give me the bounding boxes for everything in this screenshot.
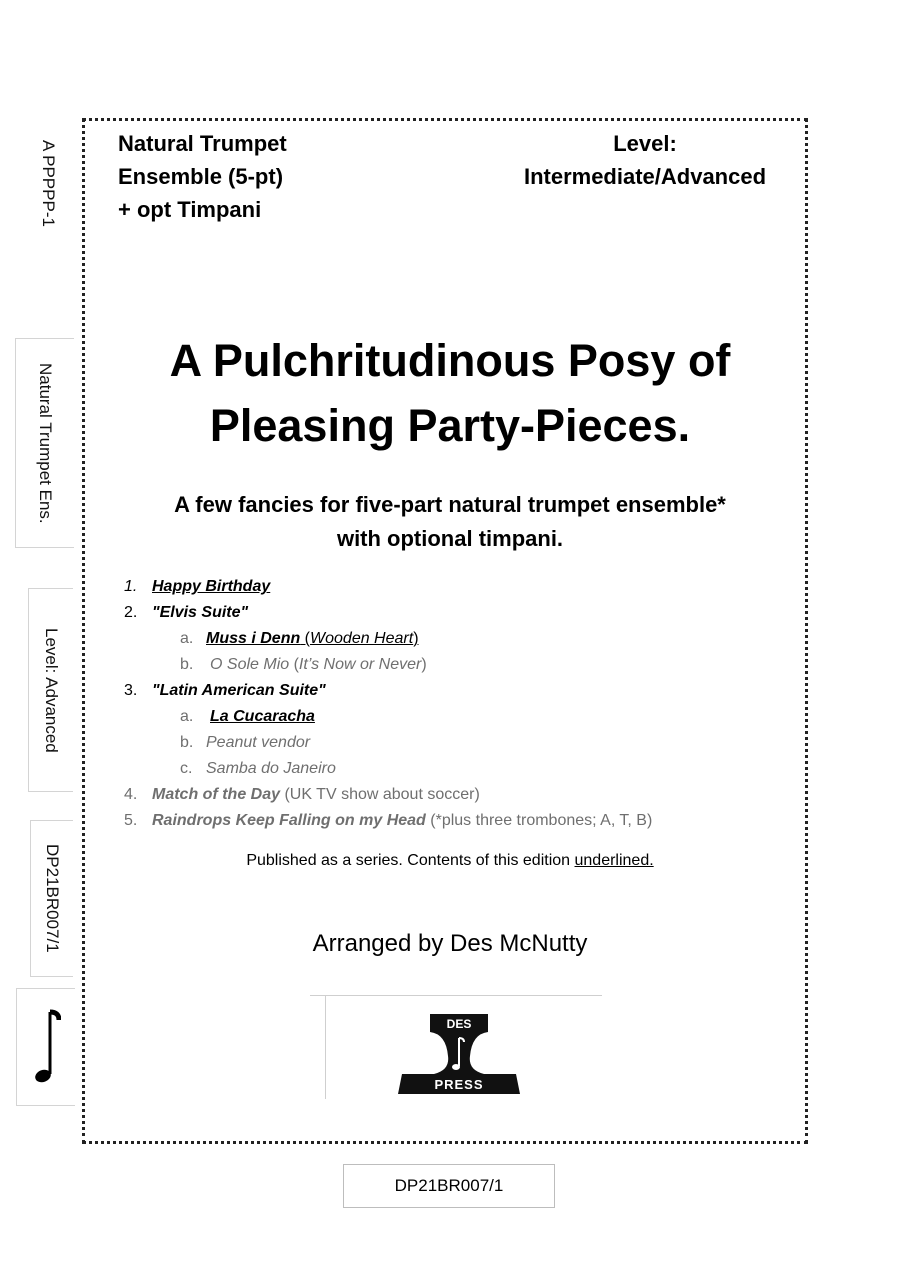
page-subtitle — [95, 488, 805, 556]
list-number: c. — [180, 760, 193, 777]
instrumentation-line-3: + opt Timpani — [118, 197, 262, 222]
spine-level-text: Level: Advanced — [42, 627, 61, 753]
spine-level-label — [28, 588, 73, 792]
level-line-2: Intermediate/Advanced — [523, 164, 767, 189]
page-title — [95, 328, 805, 458]
logo-top-text: DES — [446, 1017, 472, 1031]
logo-bottom-text: PRESS — [434, 1077, 484, 1092]
list-title: "Elvis Suite" — [152, 604, 249, 621]
list-note: (*plus three trombones; A, T, B) — [425, 812, 653, 829]
list-title: Samba do Janeiro — [206, 760, 336, 777]
published-note — [0, 852, 900, 870]
spine-note-box — [16, 988, 75, 1106]
list-title: Happy Birthday — [152, 578, 271, 595]
list-number: a. — [180, 630, 194, 647]
logo-divider-vertical — [325, 995, 326, 1099]
arranger-credit: Arranged by Des McNutty — [312, 930, 588, 957]
instrumentation-label — [118, 127, 287, 226]
list-number: 5. — [124, 812, 138, 829]
list-number: b. — [180, 656, 194, 673]
list-number: 1. — [124, 578, 138, 595]
list-note-open: ( — [300, 630, 311, 647]
instrumentation-line-2: Ensemble (5-pt) — [118, 164, 284, 189]
published-text: Published as a series. Contents of this edition — [246, 852, 575, 869]
subtitle-line-2: with optional timpani. — [336, 526, 564, 551]
spine-catalogue-text: DP21BR007/1 — [43, 844, 62, 953]
list-note-close: ) — [421, 656, 427, 673]
spine-code-label — [28, 118, 68, 248]
list-title: Match of the Day — [152, 786, 281, 803]
list-title: O Sole Mio — [210, 656, 290, 673]
list-number: b. — [180, 734, 194, 751]
level-label — [500, 127, 790, 193]
music-note-icon — [31, 1006, 61, 1088]
des-press-logo — [396, 1012, 522, 1096]
list-note: It’s Now or Never — [298, 656, 422, 673]
list-note: Wooden Heart — [310, 630, 414, 647]
list-number: 4. — [124, 786, 138, 803]
list-title: "Latin American Suite" — [152, 682, 326, 699]
catalogue-number: DP21BR007/1 — [394, 1176, 504, 1195]
list-note: (UK TV show about soccer) — [280, 786, 480, 803]
spine-ensemble-label — [15, 338, 74, 548]
list-title: Muss i Denn — [206, 630, 301, 647]
spine-ensemble-text: Natural Trumpet Ens. — [36, 362, 55, 524]
list-number: 2. — [124, 604, 138, 621]
published-underlined: underlined. — [574, 852, 654, 869]
list-title: Raindrops Keep Falling on my Head — [152, 812, 426, 829]
catalogue-number-box — [343, 1164, 555, 1208]
list-number: 3. — [124, 682, 138, 699]
list-number: a. — [180, 708, 194, 725]
logo-divider-horizontal — [310, 995, 602, 996]
spine-code-text: A PPPPP-1 — [39, 139, 58, 227]
list-title: La Cucaracha — [210, 708, 315, 725]
list-title: Peanut vendor — [206, 734, 311, 751]
title-line-1: A Pulchritudinous Posy of — [169, 335, 731, 386]
list-note-open: ( — [289, 656, 299, 673]
subtitle-line-1: A few fancies for five-part natural trumpet ensemble* — [174, 492, 726, 517]
instrumentation-line-1: Natural Trumpet — [118, 131, 287, 156]
level-line-1: Level: — [613, 131, 677, 156]
title-line-2: Pleasing Party-Pieces. — [209, 400, 691, 451]
list-note-close: ) — [413, 630, 419, 647]
